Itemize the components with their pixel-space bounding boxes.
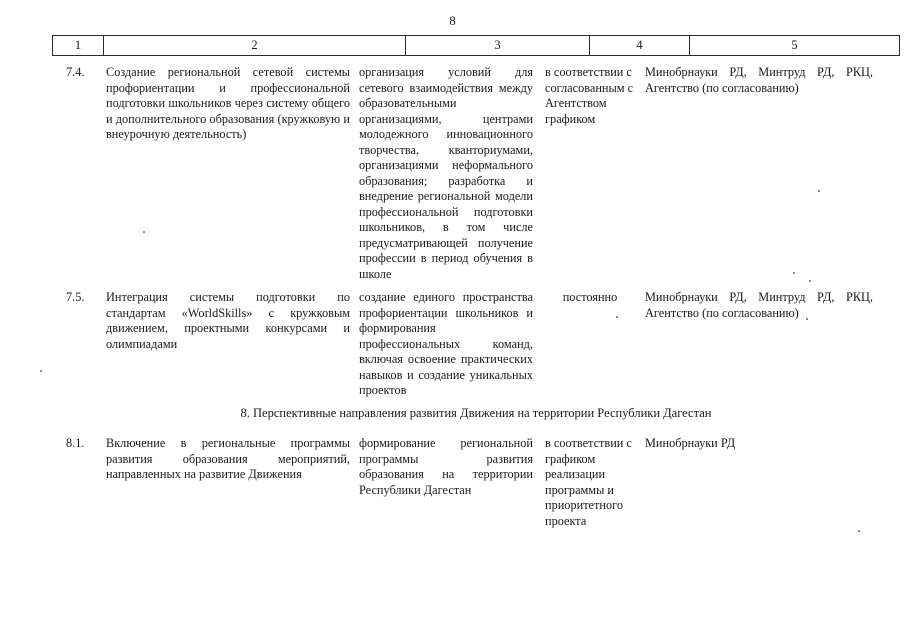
row-term: постоянно xyxy=(562,290,618,304)
header-col-3: 3 xyxy=(405,36,589,55)
scan-speck xyxy=(40,370,42,372)
row-number: 8.1. xyxy=(66,436,85,450)
row-responsible: Минобрнауки РД xyxy=(645,436,736,450)
section-title: 8. Перспективные направления развития Движения на территории Республики Дагестан xyxy=(240,406,712,420)
scan-speck xyxy=(806,318,808,320)
row-term: в соответствии с графиком реализации программы и приоритетного проекта xyxy=(545,436,632,528)
scan-speck xyxy=(616,316,618,318)
row-measure: Создание региональной сетевой системы профориентации и профессиональной подготовки школьников через систему общего и дополнительного образования (кружковую и внеурочную деятельность) xyxy=(106,65,350,141)
header-col-5: 5 xyxy=(689,36,899,55)
table-header-row xyxy=(52,35,900,56)
page-number: 8 xyxy=(449,13,456,28)
row-responsible: Минобрнауки РД, Минтруд РД, РКЦ, Агентство (по согласованию) xyxy=(645,65,873,95)
scan-speck xyxy=(818,190,820,192)
scan-speck xyxy=(143,231,145,233)
row-measure: Интеграция системы подготовки по стандартам «WorldSkills» с кружковым движением, проектными конкурсами и олимпиадами xyxy=(106,290,350,351)
header-col-4: 4 xyxy=(589,36,689,55)
row-result: создание единого пространства профориентации школьников и формирования профессиональных команд, включая освоение практических навыков и создание уникальных проектов xyxy=(359,290,533,397)
scan-speck xyxy=(793,272,795,274)
row-measure: Включение в региональные программы развития образования мероприятий, направленных на развитие Движения xyxy=(106,436,350,481)
row-result: формирование региональной программы развития образования на территории Республики Дагестан xyxy=(359,436,533,497)
row-number: 7.5. xyxy=(66,290,85,304)
scan-speck xyxy=(809,280,811,282)
header-col-2: 2 xyxy=(103,36,405,55)
row-term: в соответствии с согласованным с Агентством графиком xyxy=(545,65,634,126)
header-col-1: 1 xyxy=(74,38,82,52)
row-responsible: Минобрнауки РД, Минтруд РД, РКЦ, Агентство (по согласованию) xyxy=(645,290,873,320)
row-number: 7.4. xyxy=(66,65,85,79)
scan-speck xyxy=(858,530,860,532)
row-result: организация условий для сетевого взаимодействия между образовательными организациями, центрами молодежного инновационного творчества, кванториумами, организациями неформального образования; разработка и внедрение региональной модели профессиональной подготовки школьников, в том числе предусматривающей получение профессии в период обучения в школе xyxy=(359,65,533,281)
